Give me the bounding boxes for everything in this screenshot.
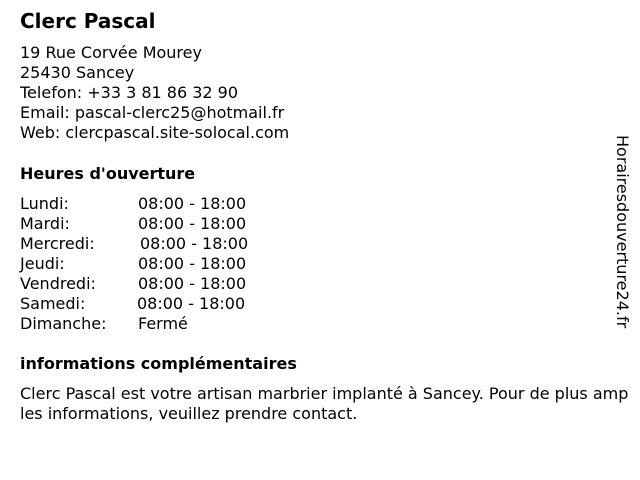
additional-info-heading: informations complémentaires (20, 354, 297, 373)
hours-value: 08:00 - 18:00 (138, 254, 247, 273)
hours-value: 08:00 - 18:00 (140, 234, 249, 253)
day-label: Mercredi: (20, 234, 95, 253)
contact-details (20, 43, 289, 143)
hours-row-wednesday (20, 234, 248, 254)
hours-row-monday (20, 194, 248, 214)
hours-value: 08:00 - 18:00 (138, 214, 247, 233)
day-label: Vendredi: (20, 274, 96, 293)
hours-row-sunday (20, 314, 248, 334)
hours-row-tuesday (20, 214, 248, 234)
day-label: Dimanche: (20, 314, 107, 333)
hours-row-saturday (20, 294, 248, 314)
hours-value: 08:00 - 18:00 (138, 194, 247, 213)
page-title: Clerc Pascal (20, 9, 156, 33)
opening-hours-table (20, 194, 248, 334)
day-label: Samedi: (20, 294, 86, 313)
hours-row-friday (20, 274, 248, 294)
day-label: Mardi: (20, 214, 70, 233)
hours-value: 08:00 - 18:00 (138, 274, 247, 293)
website-link[interactable]: Web: clercpascal.site-solocal.com (20, 123, 290, 142)
address-line-street: 19 Rue Corvée Mourey (20, 43, 202, 62)
business-description: Clerc Pascal est votre artisan marbrier implanté à Sancey. Pour de plus amples informations, veuillez prendre contact. (20, 384, 629, 423)
day-label: Lundi: (20, 194, 69, 213)
hours-row-thursday (20, 254, 248, 274)
email-address[interactable]: Email: pascal-clerc25@hotmail.fr (20, 103, 285, 122)
hours-value: Fermé (138, 314, 188, 333)
opening-hours-heading: Heures d'ouverture (20, 164, 196, 183)
address-line-city: 25430 Sancey (20, 63, 135, 82)
site-watermark: Horairesdouverture24.fr (613, 135, 632, 329)
day-label: Jeudi: (20, 254, 65, 273)
phone-number[interactable]: Telefon: +33 3 81 86 32 90 (20, 83, 239, 102)
hours-value: 08:00 - 18:00 (137, 294, 246, 313)
